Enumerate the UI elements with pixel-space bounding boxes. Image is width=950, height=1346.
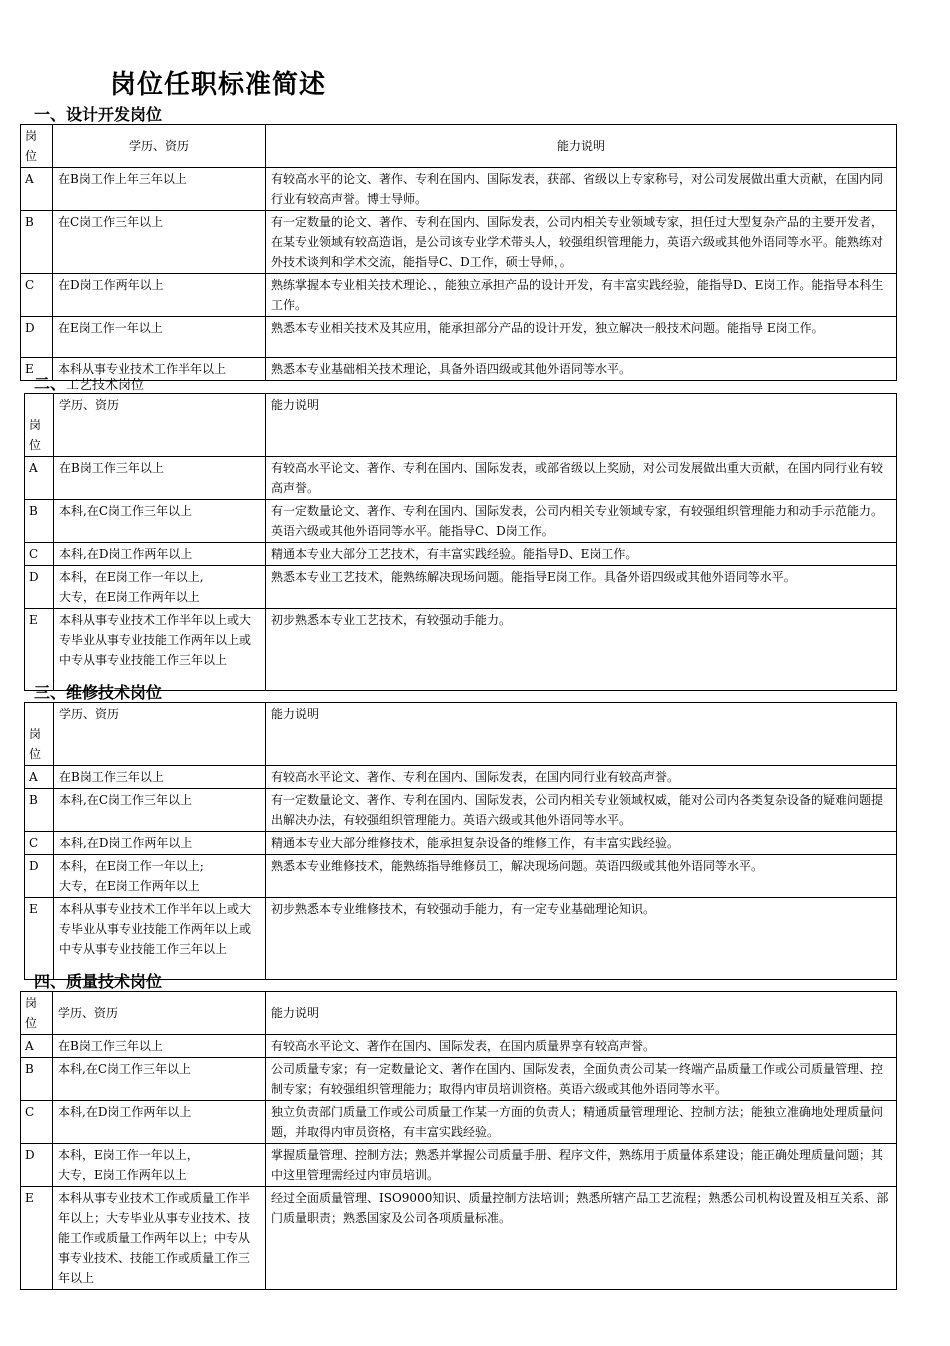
- edu-line: 大专，在E岗工作两年以上: [59, 879, 200, 893]
- table-row: [21, 1187, 897, 1290]
- ability-cell: 有较高水平的论文、著作、专利在国内、国际发表，获部、省级以上专家称号，对公司发展做出重大贡献，在国内同行业有较高声誉。博士导师。: [266, 168, 897, 211]
- edu-cell: [54, 566, 266, 609]
- level-cell: D: [21, 317, 53, 358]
- ability-cell: 初步熟悉本专业维修技术，有较强动手能力，有一定专业基础理论知识。: [266, 898, 897, 980]
- table-header-row: [25, 394, 897, 457]
- table-row: [25, 566, 897, 609]
- header-ability: 能力说明: [266, 394, 897, 457]
- table-row: [21, 274, 897, 317]
- table-row: [21, 1035, 897, 1058]
- edu-cell: 本科,在C岗工作三年以上: [53, 1058, 266, 1101]
- level-cell: B: [21, 211, 53, 274]
- ability-cell: 有较高水平论文、著作、专利在国内、国际发表，在国内同行业有较高声誉。: [266, 766, 897, 789]
- table-process: [24, 393, 897, 691]
- section-heading-text: 工艺技术岗位: [66, 378, 145, 393]
- header-ability: 能力说明: [266, 703, 897, 766]
- edu-line: 大专，E岗工作两年以上: [58, 1168, 187, 1182]
- table-row: [21, 317, 897, 358]
- header-ability: 能力说明: [266, 992, 897, 1035]
- ability-cell: 有一定数量论文、著作、专利在国内、国际发表，公司内相关专业领域专家，有较强组织管理能力和动手示范能力。英语六级或其他外语同等水平。能指导C、D岗工作。: [266, 500, 897, 543]
- ability-cell: 精通本专业大部分维修技术，能承担复杂设备的维修工作，有丰富实践经验。: [266, 832, 897, 855]
- table-header-row: [21, 992, 897, 1035]
- level-cell: E: [21, 358, 53, 381]
- header-edu: 学历、资历: [54, 394, 266, 457]
- edu-cell: 在B岗工作三年以上: [54, 766, 266, 789]
- section-heading-quality: 四、质量技术岗位: [34, 972, 163, 991]
- table-row: [25, 543, 897, 566]
- section-heading-design: 一、设计开发岗位: [34, 105, 163, 124]
- table-row: [25, 832, 897, 855]
- edu-cell: 本科,在C岗工作三年以上: [54, 789, 266, 832]
- ability-cell: 有一定数量论文、著作、专利在国内、国际发表，公司内相关专业领域权威，能对公司内各类复杂设备的疑难问题提出解决办法，有较强组织管理能力。英语六级或其他外语同等水平。: [266, 789, 897, 832]
- ability-cell: 熟练掌握本专业相关技术理论、，能独立承担产品的设计开发，有丰富实践经验，能指导D、E岗工作。能指导本科生工作。: [266, 274, 897, 317]
- edu-line: 本科，E岗工作一年以上，: [58, 1148, 199, 1162]
- level-cell: B: [25, 789, 54, 832]
- table-row: [21, 1058, 897, 1101]
- ability-cell: 独立负责部门质量工作或公司质量工作某一方面的负责人；精通质量管理理论、控制方法；能独立准确地处理质量问题，并取得内审员资格，有丰富实践经验。: [266, 1101, 897, 1144]
- ability-cell: 掌握质量管理、控制方法；熟悉并掌握公司质量手册、程序文件，熟练用于质量体系建设；能正确处理质量问题；其中这里管理需经过内审员培训。: [266, 1144, 897, 1187]
- ability-cell: 经过全面质量管理、ISO9000知识、质量控制方法培训；熟悉所辖产品工艺流程；熟悉公司机构设置及相互关系、部门质量职责；熟悉国家及公司各项质量标准。: [266, 1187, 897, 1290]
- header-post: 岗位: [25, 703, 54, 766]
- edu-cell: 本科,在D岗工作两年以上: [54, 543, 266, 566]
- table-quality: [20, 991, 897, 1290]
- ability-cell: 有较高水平论文、著作在国内、国际发表，在国内质量界享有较高声誉。: [266, 1035, 897, 1058]
- edu-cell: [53, 1144, 266, 1187]
- ability-cell: 熟悉本专业维修技术，能熟练指导维修员工，解决现场问题。英语四级或其他外语同等水平。: [266, 855, 897, 898]
- table-row: [21, 1144, 897, 1187]
- table-row: [21, 211, 897, 274]
- edu-cell: 在B岗工作三年以上: [54, 457, 266, 500]
- ability-cell: 熟悉本专业相关技术及其应用，能承担部分产品的设计开发，独立解决一般技术问题。能指导 E岗工作。: [266, 317, 897, 358]
- header-edu: 学历、资历: [53, 125, 266, 168]
- level-cell: A: [25, 457, 54, 500]
- header-edu: 学历、资历: [54, 703, 266, 766]
- table-row: [25, 766, 897, 789]
- table-design: [20, 124, 897, 381]
- section-heading-maintenance: 三、维修技术岗位: [34, 683, 163, 702]
- edu-cell: 在C岗工作三年以上: [53, 211, 266, 274]
- edu-line: 本科，在E岗工作一年以上;: [59, 859, 204, 873]
- ability-cell: 熟悉本专业基础相关技术理论，具备外语四级或其他外语同等水平。: [266, 358, 897, 381]
- level-cell: C: [21, 1101, 53, 1144]
- level-cell: A: [21, 168, 53, 211]
- level-cell: A: [21, 1035, 53, 1058]
- table-row: [21, 168, 897, 211]
- header-post: 岗位: [21, 992, 53, 1035]
- document-title: 岗位任职标准简述: [110, 70, 327, 100]
- table-header-row: [21, 125, 897, 168]
- edu-cell: 本科从事专业技术工作半年以上或大专毕业从事专业技能工作两年以上或中专从事专业技能工作三年以上: [54, 898, 266, 980]
- header-post: 岗位: [21, 125, 53, 168]
- level-cell: E: [21, 1187, 53, 1290]
- edu-cell: 本科,在D岗工作两年以上: [53, 1101, 266, 1144]
- level-cell: E: [25, 609, 54, 691]
- ability-cell: 有较高水平论文、著作、专利在国内、国际发表，或部省级以上奖励，对公司发展做出重大贡献，在国内同行业有较高声誉。: [266, 457, 897, 500]
- ability-cell: 精通本专业大部分工艺技术，有丰富实践经验。能指导D、E岗工作。: [266, 543, 897, 566]
- edu-line: 本科，在E岗工作一年以上,: [59, 570, 204, 584]
- table-row: [25, 500, 897, 543]
- level-cell: E: [25, 898, 54, 980]
- section-heading-prefix: 二、: [34, 374, 67, 393]
- table-row: [25, 789, 897, 832]
- header-edu: 学历、资历: [53, 992, 266, 1035]
- level-cell: C: [25, 832, 54, 855]
- level-cell: B: [25, 500, 54, 543]
- edu-cell: 本科,在C岗工作三年以上: [54, 500, 266, 543]
- level-cell: A: [25, 766, 54, 789]
- table-row: [21, 1101, 897, 1144]
- edu-cell: 在B岗工作上年三年以上: [53, 168, 266, 211]
- edu-cell: 本科从事专业技术工作半年以上或大专毕业从事专业技能工作两年以上或中专从事专业技能工作三年以上: [54, 609, 266, 691]
- level-cell: D: [25, 855, 54, 898]
- section-heading-process: [34, 375, 144, 395]
- table-row: [25, 855, 897, 898]
- level-cell: C: [25, 543, 54, 566]
- level-cell: D: [25, 566, 54, 609]
- ability-cell: 有一定数量的论文、著作、专利在国内、国际发表，公司内相关专业领域专家，担任过大型复杂产品的主要开发者，在某专业领域有较高造诣，是公司该专业学术带头人，较强组织管理能力，英语六级或其他外语同等水平。能熟练对外技术谈判和学术交流，能指导C、D工作，硕士导师，。: [266, 211, 897, 274]
- ability-cell: 熟悉本专业工艺技术，能熟练解决现场问题。能指导E岗工作。具备外语四级或其他外语同等水平。: [266, 566, 897, 609]
- edu-cell: 本科,在D岗工作两年以上: [54, 832, 266, 855]
- table-row: [25, 898, 897, 980]
- table-row: [25, 609, 897, 691]
- ability-cell: 初步熟悉本专业工艺技术，有较强动手能力。: [266, 609, 897, 691]
- edu-cell: 在D岗工作两年以上: [53, 274, 266, 317]
- table-row: [21, 358, 897, 381]
- table-maintenance: [24, 702, 897, 980]
- header-ability: 能力说明: [266, 125, 897, 168]
- header-post: 岗位: [25, 394, 54, 457]
- edu-cell: 本科从事专业技术工作或质量工作半年以上；大专毕业从事专业技术、技能工作或质量工作两年以上；中专从事专业技术、技能工作或质量工作三年以上: [53, 1187, 266, 1290]
- edu-cell: 在B岗工作三年以上: [53, 1035, 266, 1058]
- ability-cell: 公司质量专家；有一定数量论文、著作在国内、国际发表，全面负责公司某一终端产品质量工作或公司质量管理、控制专家；有较强组织管理能力；取得内审员培训资格。英语六级或其他外语同等水平。: [266, 1058, 897, 1101]
- table-header-row: [25, 703, 897, 766]
- edu-cell: [54, 855, 266, 898]
- level-cell: B: [21, 1058, 53, 1101]
- level-cell: C: [21, 274, 53, 317]
- edu-cell: 在E岗工作一年以上: [53, 317, 266, 358]
- level-cell: D: [21, 1144, 53, 1187]
- edu-cell: 本科从事专业技术工作半年以上: [53, 358, 266, 381]
- edu-line: 大专，在E岗工作两年以上: [59, 590, 200, 604]
- table-row: [25, 457, 897, 500]
